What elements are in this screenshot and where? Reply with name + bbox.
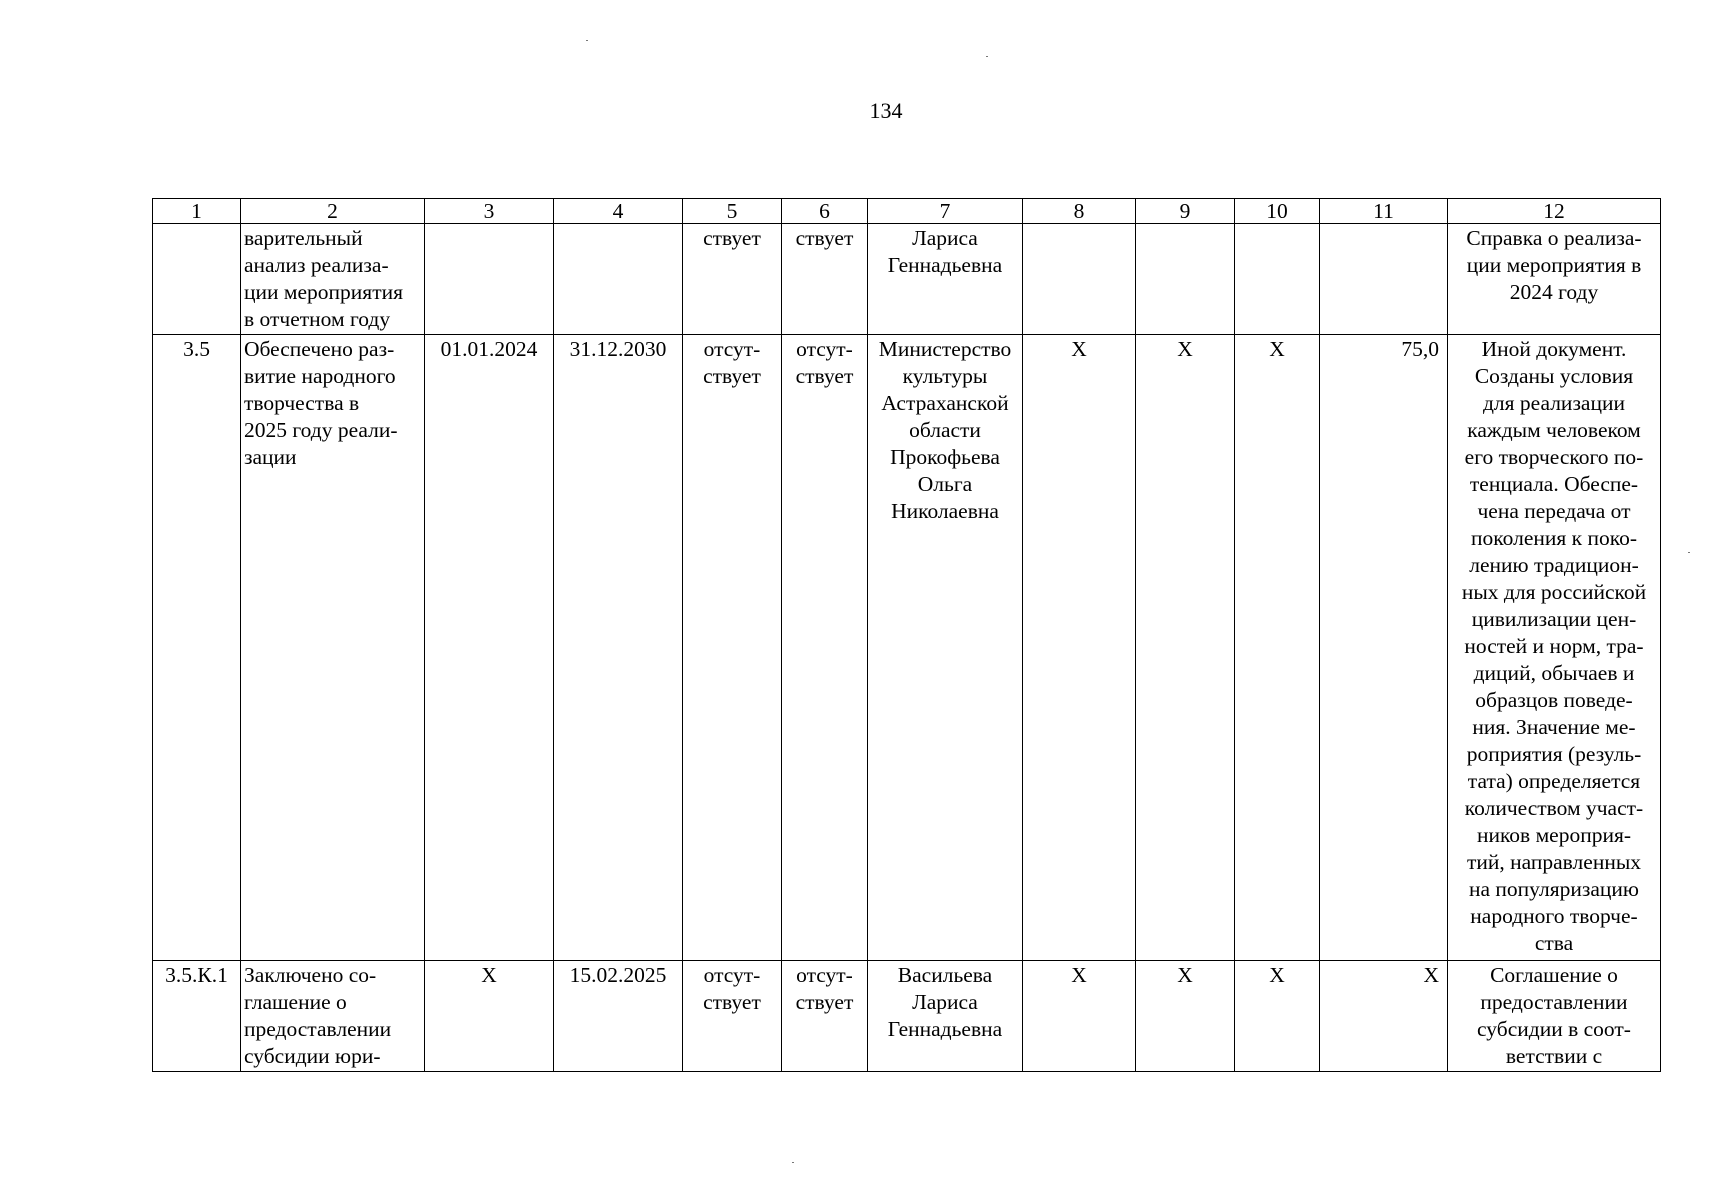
cell-line: Геннадьевна [887,1017,1003,1041]
cell-line: ностей и норм, тра- [1464,634,1644,658]
cell-line: его творческого по- [1464,445,1644,469]
cell-line: варительный [244,226,363,250]
cell-line: предоставлении [244,1017,392,1041]
col5-value [683,961,782,1072]
measures-table [152,198,1661,1072]
cell-line: ния. Значение ме- [1472,715,1636,739]
column-number: 12 [1448,199,1661,224]
scan-speck [1688,552,1690,553]
column-number: 7 [868,199,1023,224]
cell-line: ствует [703,364,761,388]
cell-line: отсут- [703,337,761,361]
responsible-person [868,224,1023,335]
cell-line: творчества в [244,391,360,415]
cell-line: образцов поведе- [1475,688,1633,712]
cell-line: витие народного [244,364,396,388]
col6-value [782,961,868,1072]
cell-line: в отчетном году [244,307,391,331]
table-row [153,961,1661,1072]
col6-value [782,224,868,335]
cell-line: отсут- [796,337,853,361]
cell-line: ствует [795,990,854,1014]
scan-speck [986,56,988,57]
cell-line: количеством участ- [1464,796,1644,820]
start-date [425,224,554,335]
cell-line: тата) определяется [1467,769,1641,793]
page-number: 134 [869,98,903,123]
measure-name [241,335,425,961]
cell-line: Созданы условия [1474,364,1634,388]
cell-line: Астраханской [881,391,1009,415]
cell-line: ных для российской [1461,580,1647,604]
scan-speck [792,1162,794,1163]
cell-line: народного творче- [1470,904,1638,928]
column-number: 4 [554,199,683,224]
cell-line: ции мероприятия [244,280,403,304]
end-date: 31.12.2030 [554,335,683,961]
column-number: 5 [683,199,782,224]
col9-value: X [1136,961,1235,1072]
row-number: 3.5 [153,335,241,961]
cell-line: ветствии с [1505,1044,1603,1068]
col10-value: X [1235,961,1320,1072]
cell-line: чена передача от [1477,499,1631,523]
column-number: 6 [782,199,868,224]
cell-line: тий, направленных [1466,850,1642,874]
cell-line: отсут- [796,963,853,987]
row-number [153,224,241,335]
col5-value [683,224,782,335]
col10-value: X [1235,335,1320,961]
cell-line: на популяризацию [1469,877,1639,901]
cell-line: ствует [703,226,761,250]
col11-value [1320,224,1448,335]
col8-value: X [1023,961,1136,1072]
col8-value: X [1023,335,1136,961]
cell-line: Прокофьева [890,445,1000,469]
measure-name [241,961,425,1072]
end-date: 15.02.2025 [554,961,683,1072]
table-row [153,335,1661,961]
cell-line: Заключено со- [244,963,377,987]
cell-line: Васильева [897,963,993,987]
cell-line: Николаевна [891,499,999,523]
table-row [153,224,1661,335]
result-document [1448,224,1661,335]
scan-speck [586,40,588,41]
col11-value: 75,0 [1320,335,1448,961]
cell-line: глашение о [244,990,347,1014]
cell-line: субсидии юри- [244,1044,381,1068]
end-date [554,224,683,335]
cell-line: зации [244,445,297,469]
column-number: 2 [241,199,425,224]
cell-line: субсидии в соот- [1477,1017,1631,1041]
column-number: 8 [1023,199,1136,224]
col5-value [683,335,782,961]
measure-name [241,224,425,335]
column-number: 11 [1320,199,1448,224]
row-number: 3.5.К.1 [153,961,241,1072]
start-date: X [425,961,554,1072]
column-number: 9 [1136,199,1235,224]
col9-value [1136,224,1235,335]
cell-line: Министерство [878,337,1012,361]
cell-line: лению традицион- [1469,553,1639,577]
cell-line: Справка о реализа- [1466,226,1642,250]
cell-line: ствует [795,226,854,250]
cell-line: 2025 году реали- [244,418,398,442]
cell-line: отсут- [703,963,761,987]
cell-line: каждым человеком [1467,418,1641,442]
cell-line: диций, обычаев и [1473,661,1635,685]
responsible-person [868,961,1023,1072]
cell-line: Лариса [912,226,978,250]
cell-line: Ольга [917,472,973,496]
col9-value: X [1136,335,1235,961]
col6-value [782,335,868,961]
result-document [1448,335,1661,961]
col11-value: X [1320,961,1448,1072]
cell-line: цивилизации цен- [1471,607,1637,631]
cell-line: ствует [703,990,761,1014]
col8-value [1023,224,1136,335]
column-number: 1 [153,199,241,224]
cell-line: культуры [902,364,988,388]
col10-value [1235,224,1320,335]
cell-line: области [909,418,981,442]
cell-line: ников мероприя- [1476,823,1632,847]
start-date: 01.01.2024 [425,335,554,961]
cell-line: Соглашение о [1490,963,1618,987]
cell-line: ства [1534,931,1574,955]
column-number: 10 [1235,199,1320,224]
cell-line: поколения к поко- [1471,526,1637,550]
column-number: 3 [425,199,554,224]
cell-line: ствует [795,364,854,388]
cell-line: Обеспечено раз- [244,337,395,361]
cell-line: роприятия (резуль- [1466,742,1642,766]
cell-line: ции мероприятия в [1466,253,1642,277]
responsible-person [868,335,1023,961]
cell-line: 2024 году [1509,280,1599,304]
cell-line: предоставлении [1480,990,1628,1014]
cell-line: анализ реализа- [244,253,389,277]
cell-line: для реализации [1482,391,1625,415]
cell-line: Геннадьевна [887,253,1003,277]
column-number-row [153,199,1661,224]
cell-line: Иной документ. [1481,337,1627,361]
cell-line: Лариса [912,990,978,1014]
cell-line: тенциала. Обеспе- [1469,472,1639,496]
result-document [1448,961,1661,1072]
